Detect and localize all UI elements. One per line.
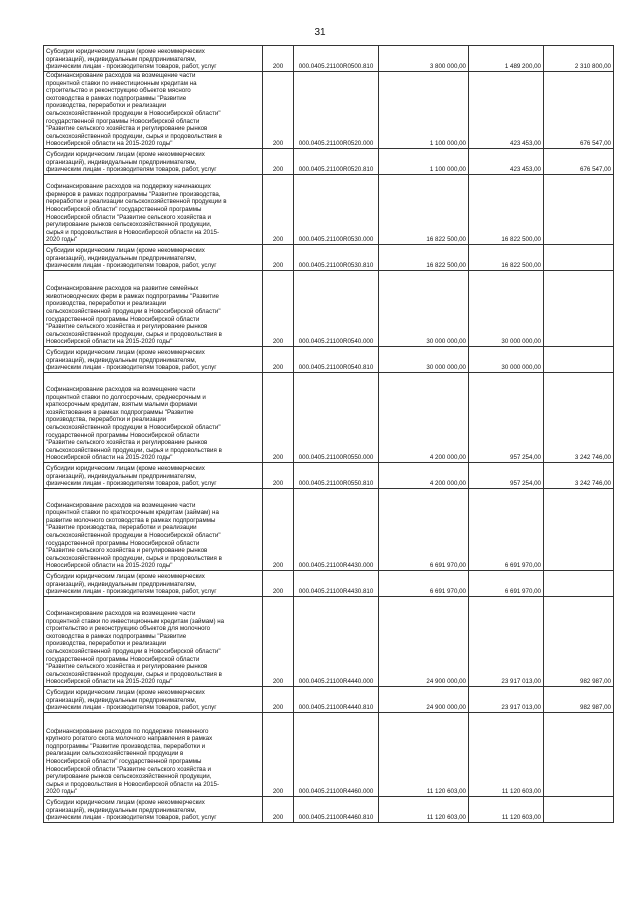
table-row	[44, 372, 614, 462]
unexecuted-amount-cell	[544, 72, 614, 149]
budget-classification-code-text: 000.0405.21100R0550.810	[298, 480, 374, 488]
expense-code-cell	[263, 686, 294, 712]
budget-classification-code-cell	[294, 174, 379, 244]
table-row	[44, 596, 614, 686]
unexecuted-amount-cell	[544, 686, 614, 712]
expense-code-cell	[263, 244, 294, 270]
planned-amount-cell	[379, 372, 469, 462]
expense-code-cell	[263, 570, 294, 596]
budget-classification-code-text: 000.0405.21100R0530.810	[298, 262, 374, 270]
expense-code-cell	[263, 596, 294, 686]
budget-classification-code-cell	[294, 796, 379, 822]
expense-description-cell	[44, 462, 263, 488]
executed-amount-cell	[469, 488, 544, 570]
expense-code-cell	[263, 712, 294, 796]
table-row	[44, 488, 614, 570]
budget-classification-code-cell	[294, 488, 379, 570]
expense-code-cell	[263, 462, 294, 488]
planned-amount-cell	[379, 596, 469, 686]
expense-code-text: 200	[272, 704, 284, 712]
expense-code-text: 200	[272, 678, 284, 686]
executed-amount-text: 6 691 970,00	[504, 588, 541, 596]
unexecuted-amount-text: 2 310 800,00	[574, 63, 611, 71]
unexecuted-amount-cell	[544, 488, 614, 570]
expense-code-text: 200	[272, 63, 284, 71]
planned-amount-cell	[379, 346, 469, 372]
unexecuted-amount-text: 676 547,00	[580, 166, 611, 174]
expense-description-cell	[44, 488, 263, 570]
executed-amount-text: 6 691 970,00	[504, 562, 541, 570]
expense-description-text: Софинансирование расходов на возмещение части процентной ставки по краткосрочным кредитам (займам) на развитие молочного скотоводства в рамках подпрограммы "Развитие производства, переработки и реализации сельскохозяйственной продукции в Новосибирской области" государственной программы Новосибирской области "Развитие сельского хозяйства и регулирование рынков сельскохозяйственной продукции, сырья и продовольствия в Новосибирской области на 2015-2020 годы"	[46, 501, 222, 570]
expense-description-cell	[44, 686, 263, 712]
unexecuted-amount-cell	[544, 148, 614, 174]
expense-code-cell	[263, 372, 294, 462]
expense-code-text: 200	[272, 262, 284, 270]
expense-description-text: Софинансирование расходов на поддержку начинающих фермеров в рамках подпрограммы "Развитие производства, переработки и реализации сельскохозяйственной продукции в Новосибирской области" государственной программы Новосибирской области "Развитие сельского хозяйства и регулирование рынков сельскохозяйственной продукции, сырья и продовольствия в Новосибирской области на 2015- 2020 годы"	[46, 183, 227, 244]
expense-description-cell	[44, 244, 263, 270]
budget-classification-code-text: 000.0405.21100R4440.810	[298, 704, 374, 712]
planned-amount-cell	[379, 244, 469, 270]
budget-classification-code-text: 000.0405.21100R4440.000	[298, 678, 374, 686]
executed-amount-cell	[469, 46, 544, 72]
budget-classification-code-cell	[294, 712, 379, 796]
table-row	[44, 570, 614, 596]
executed-amount-cell	[469, 372, 544, 462]
executed-amount-cell	[469, 570, 544, 596]
executed-amount-text: 23 917 013,00	[501, 678, 541, 686]
planned-amount-text: 11 120 603,00	[426, 788, 466, 796]
table-row	[44, 174, 614, 244]
budget-classification-code-text: 000.0405.21100R0520.810	[298, 166, 374, 174]
planned-amount-cell	[379, 148, 469, 174]
table-row	[44, 686, 614, 712]
executed-amount-text: 11 120 603,00	[501, 788, 541, 796]
budget-classification-code-cell	[294, 148, 379, 174]
table-row	[44, 244, 614, 270]
unexecuted-amount-cell	[544, 46, 614, 72]
executed-amount-cell	[469, 686, 544, 712]
executed-amount-cell	[469, 270, 544, 346]
planned-amount-text: 6 691 970,00	[429, 562, 466, 570]
expense-code-cell	[263, 488, 294, 570]
expense-code-cell	[263, 174, 294, 244]
expense-code-cell	[263, 346, 294, 372]
expense-code-text: 200	[272, 140, 284, 148]
expense-code-cell	[263, 148, 294, 174]
table-row	[44, 148, 614, 174]
expense-description-text: Субсидии юридическим лицам (кроме некоммерческих организаций), индивидуальным предпринимателям, физическим лицам - производителям товаров, работ, услуг	[46, 465, 217, 488]
table-row	[44, 46, 614, 72]
executed-amount-text: 11 120 603,00	[501, 814, 541, 822]
planned-amount-cell	[379, 462, 469, 488]
planned-amount-text: 1 100 000,00	[429, 166, 466, 174]
expense-description-cell	[44, 712, 263, 796]
unexecuted-amount-text: 982 987,00	[580, 704, 611, 712]
budget-classification-code-text: 000.0405.21100R0540.000	[298, 338, 374, 346]
budget-classification-code-text: 000.0405.21100R0520.000	[298, 140, 374, 148]
table-row	[44, 346, 614, 372]
executed-amount-cell	[469, 346, 544, 372]
executed-amount-text: 423 453,00	[510, 140, 541, 148]
executed-amount-text: 423 453,00	[510, 166, 541, 174]
table-row	[44, 462, 614, 488]
executed-amount-cell	[469, 72, 544, 149]
budget-classification-code-text: 000.0405.21100R0500.810	[298, 63, 374, 71]
budget-classification-code-cell	[294, 244, 379, 270]
planned-amount-text: 1 100 000,00	[429, 140, 466, 148]
unexecuted-amount-cell	[544, 462, 614, 488]
planned-amount-cell	[379, 712, 469, 796]
expense-description-cell	[44, 596, 263, 686]
executed-amount-text: 30 000 000,00	[501, 338, 541, 346]
unexecuted-amount-text: 3 242 746,00	[574, 454, 611, 462]
unexecuted-amount-cell	[544, 244, 614, 270]
budget-classification-code-cell	[294, 570, 379, 596]
unexecuted-amount-cell	[544, 346, 614, 372]
expense-description-text: Субсидии юридическим лицам (кроме некоммерческих организаций), индивидуальным предпринимателям, физическим лицам - производителям товаров, работ, услуг	[46, 247, 217, 270]
planned-amount-cell	[379, 174, 469, 244]
expense-description-text: Софинансирование расходов на возмещение части процентной ставки по инвестиционным кредитам (займам) на строительство и реконструкцию объектов для молочного скотоводства в рамках подпрограммы "Развитие производства, переработки и реализации сельскохозяйственной продукции в Новосибирской области" государственной программы Новосибирской области "Развитие сельского хозяйства и регулирование рынков сельскохозяйственной продукции, сырья и продовольствия в Новосибирской области на 2015-2020 годы"	[46, 610, 225, 686]
expense-code-text: 200	[272, 364, 284, 372]
expense-description-cell	[44, 72, 263, 149]
planned-amount-text: 4 200 000,00	[429, 480, 466, 488]
planned-amount-text: 6 691 970,00	[429, 588, 466, 596]
expense-code-text: 200	[272, 338, 284, 346]
budget-classification-code-text: 000.0405.21100R0540.810	[298, 364, 374, 372]
expense-description-cell	[44, 148, 263, 174]
planned-amount-cell	[379, 686, 469, 712]
expense-code-text: 200	[272, 454, 284, 462]
planned-amount-cell	[379, 570, 469, 596]
executed-amount-text: 1 489 200,00	[504, 63, 541, 71]
expense-description-text: Субсидии юридическим лицам (кроме некоммерческих организаций), индивидуальным предпринимателям, физическим лицам - производителям товаров, работ, услуг	[46, 151, 217, 174]
unexecuted-amount-cell	[544, 596, 614, 686]
expense-description-cell	[44, 46, 263, 72]
expense-description-text: Софинансирование расходов по поддержке племенного крупного рогатого скота молочного направления в рамках подпрограммы "Развитие производства, переработки и реализации сельскохозяйственной продукции в Новосибирской области" государственной программы Новосибирской области "Развитие сельского хозяйства и регулирование рынков сельскохозяйственной продукции, сырья и продовольствия в Новосибирской области на 2015- 2020 годы"	[46, 727, 220, 796]
budget-classification-code-cell	[294, 596, 379, 686]
executed-amount-text: 23 917 013,00	[501, 704, 541, 712]
planned-amount-text: 30 000 000,00	[426, 338, 466, 346]
budget-classification-code-text: 000.0405.21100R0530.000	[298, 236, 374, 244]
executed-amount-text: 16 822 500,00	[501, 262, 541, 270]
planned-amount-cell	[379, 488, 469, 570]
planned-amount-text: 3 800 000,00	[429, 63, 466, 71]
executed-amount-cell	[469, 712, 544, 796]
expense-description-text: Субсидии юридическим лицам (кроме некоммерческих организаций), индивидуальным предпринимателям, физическим лицам - производителям товаров, работ, услуг	[46, 349, 217, 372]
expense-description-text: Софинансирование расходов на возмещение части процентной ставки по долгосрочным, среднесрочным и краткосрочным кредитам, взятым малыми формами хозяйствования в рамках подпрограммы "Развитие производства, переработки и реализации сельскохозяйственной продукции в Новосибирской области" государственной программы Новосибирской области "Развитие сельского хозяйства и регулирование рынков сельскохозяйственной продукции, сырья и продовольствия в Новосибирской области на 2015-2020 годы"	[46, 386, 222, 462]
executed-amount-text: 957 254,00	[510, 454, 541, 462]
expense-code-cell	[263, 796, 294, 822]
expense-description-cell	[44, 174, 263, 244]
expense-code-text: 200	[272, 166, 284, 174]
expense-description-text: Софинансирование расходов на развитие семейных животноводческих ферм в рамках подпрограммы "Развитие производства, переработки и реализации сельскохозяйственной продукции в Новосибирской области" государственной программы Новосибирской области "Развитие сельского хозяйства и регулирование рынков сельскохозяйственной продукции, сырья и продовольствия в Новосибирской области на 2015-2020 годы"	[46, 285, 222, 346]
expense-description-cell	[44, 372, 263, 462]
planned-amount-text: 4 200 000,00	[429, 454, 466, 462]
budget-classification-code-cell	[294, 270, 379, 346]
budget-table-body	[44, 46, 614, 823]
budget-classification-code-cell	[294, 72, 379, 149]
page-number: 31	[314, 27, 326, 38]
expense-code-cell	[263, 46, 294, 72]
budget-classification-code-cell	[294, 346, 379, 372]
planned-amount-cell	[379, 796, 469, 822]
executed-amount-cell	[469, 174, 544, 244]
expense-description-cell	[44, 796, 263, 822]
budget-classification-code-text: 000.0405.21100R4430.000	[298, 562, 374, 570]
expense-code-text: 200	[272, 788, 284, 796]
unexecuted-amount-text: 982 987,00	[580, 678, 611, 686]
executed-amount-text: 957 254,00	[510, 480, 541, 488]
planned-amount-text: 16 822 500,00	[426, 262, 466, 270]
budget-classification-code-cell	[294, 462, 379, 488]
unexecuted-amount-cell	[544, 270, 614, 346]
table-row	[44, 72, 614, 149]
unexecuted-amount-cell	[544, 372, 614, 462]
planned-amount-text: 24 900 000,00	[426, 704, 466, 712]
unexecuted-amount-cell	[544, 174, 614, 244]
table-row	[44, 712, 614, 796]
unexecuted-amount-cell	[544, 570, 614, 596]
executed-amount-cell	[469, 596, 544, 686]
expense-description-cell	[44, 270, 263, 346]
budget-classification-code-cell	[294, 46, 379, 72]
expense-description-text: Софинансирование расходов на возмещение части процентной ставки по инвестиционным кредитам на строительство и реконструкцию объектов мясного скотоводства в рамках подпрограммы "Развитие производства, переработки и реализации сельскохозяйственной продукции в Новосибирской области" государственной программы Новосибирской области "Развитие сельского хозяйства и регулирование рынков сельскохозяйственной продукции, сырья и продовольствия в Новосибирской области на 2015-2020 годы"	[46, 72, 222, 148]
table-row	[44, 796, 614, 822]
expense-description-text: Субсидии юридическим лицам (кроме некоммерческих организаций), индивидуальным предпринимателям, физическим лицам - производителям товаров, работ, услуг	[46, 689, 217, 712]
executed-amount-cell	[469, 462, 544, 488]
planned-amount-text: 16 822 500,00	[426, 236, 466, 244]
executed-amount-text: 30 000 000,00	[501, 364, 541, 372]
expense-description-cell	[44, 346, 263, 372]
expense-code-cell	[263, 270, 294, 346]
expense-description-cell	[44, 570, 263, 596]
expense-code-text: 200	[272, 562, 284, 570]
unexecuted-amount-cell	[544, 796, 614, 822]
budget-classification-code-text: 000.0405.21100R4460.000	[298, 788, 374, 796]
expense-description-text: Субсидии юридическим лицам (кроме некоммерческих организаций), индивидуальным предпринимателям, физическим лицам - производителям товаров, работ, услуг	[46, 48, 217, 71]
expense-description-text: Субсидии юридическим лицам (кроме некоммерческих организаций), индивидуальным предпринимателям, физическим лицам - производителям товаров, работ, услуг	[46, 799, 217, 822]
executed-amount-text: 16 822 500,00	[501, 236, 541, 244]
planned-amount-cell	[379, 270, 469, 346]
budget-classification-code-cell	[294, 372, 379, 462]
executed-amount-cell	[469, 796, 544, 822]
unexecuted-amount-text: 676 547,00	[580, 140, 611, 148]
budget-classification-code-text: 000.0405.21100R0550.000	[298, 454, 374, 462]
expense-code-cell	[263, 72, 294, 149]
budget-classification-code-text: 000.0405.21100R4430.810	[298, 588, 374, 596]
expense-code-text: 200	[272, 814, 284, 822]
executed-amount-cell	[469, 244, 544, 270]
expense-code-text: 200	[272, 236, 284, 244]
budget-classification-code-cell	[294, 686, 379, 712]
expense-code-text: 200	[272, 588, 284, 596]
planned-amount-cell	[379, 72, 469, 149]
table-row	[44, 270, 614, 346]
executed-amount-cell	[469, 148, 544, 174]
unexecuted-amount-text: 3 242 746,00	[574, 480, 611, 488]
expense-description-text: Субсидии юридическим лицам (кроме некоммерческих организаций), индивидуальным предпринимателям, физическим лицам - производителям товаров, работ, услуг	[46, 573, 217, 596]
planned-amount-text: 24 900 000,00	[426, 678, 466, 686]
planned-amount-text: 30 000 000,00	[426, 364, 466, 372]
planned-amount-cell	[379, 46, 469, 72]
budget-classification-code-text: 000.0405.21100R4460.810	[298, 814, 374, 822]
planned-amount-text: 11 120 603,00	[426, 814, 466, 822]
budget-table	[43, 45, 614, 823]
expense-code-text: 200	[272, 480, 284, 488]
unexecuted-amount-cell	[544, 712, 614, 796]
